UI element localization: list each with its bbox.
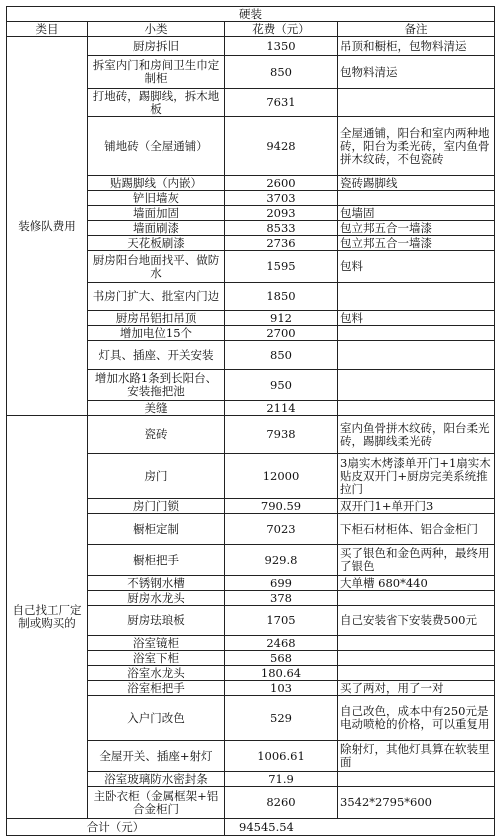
category-cell: 自己找工厂定制或购买的 bbox=[7, 416, 88, 819]
note-cell: 全屋通铺，阳台和室内两种地砖，阳台为柔光砖，室内鱼骨拼木纹砖，不包瓷砖 bbox=[338, 117, 495, 176]
note-cell: 瓷砖踢脚线 bbox=[338, 176, 495, 191]
cost-cell: 12000 bbox=[225, 454, 338, 499]
note-cell: 包立邦五合一墙漆 bbox=[338, 236, 495, 251]
item-cell: 铺地砖（全屋通铺） bbox=[88, 117, 225, 176]
item-cell: 增加水路1条到长阳台、安装拖把池 bbox=[88, 370, 225, 401]
note-cell bbox=[338, 283, 495, 311]
note-cell: 自己改色，成本中有250元是电动喷枪的价格，可以重复用 bbox=[338, 696, 495, 741]
total-value: 94545.54 bbox=[225, 819, 495, 836]
item-cell: 浴室水龙头 bbox=[88, 666, 225, 681]
item-cell: 厨房吊铝扣吊顶 bbox=[88, 311, 225, 326]
item-cell: 瓷砖 bbox=[88, 416, 225, 454]
item-cell: 房门 bbox=[88, 454, 225, 499]
cost-cell: 790.59 bbox=[225, 499, 338, 514]
cost-cell: 1350 bbox=[225, 37, 338, 56]
header-category: 类目 bbox=[7, 22, 88, 37]
note-cell bbox=[338, 772, 495, 787]
note-cell: 3扇实木烤漆单开门+1扇实木贴皮双开门+厨房完美系统推拉门 bbox=[338, 454, 495, 499]
item-cell: 墙面刷漆 bbox=[88, 221, 225, 236]
header-row bbox=[7, 22, 495, 37]
cost-cell: 2600 bbox=[225, 176, 338, 191]
cost-cell: 8260 bbox=[225, 787, 338, 819]
note-cell: 3542*2795*600 bbox=[338, 787, 495, 819]
note-cell bbox=[338, 89, 495, 117]
item-cell: 书房门扩大、批室内门边 bbox=[88, 283, 225, 311]
cost-cell: 7631 bbox=[225, 89, 338, 117]
cost-cell: 950 bbox=[225, 370, 338, 401]
table-title: 硬装 bbox=[7, 7, 495, 22]
item-cell: 浴室镜柜 bbox=[88, 636, 225, 651]
cost-cell: 529 bbox=[225, 696, 338, 741]
cost-cell: 9428 bbox=[225, 117, 338, 176]
cost-cell: 2736 bbox=[225, 236, 338, 251]
item-cell: 橱柜定制 bbox=[88, 514, 225, 545]
note-cell: 双开门1+单开门3 bbox=[338, 499, 495, 514]
item-cell: 厨房水龙头 bbox=[88, 591, 225, 606]
cost-cell: 7023 bbox=[225, 514, 338, 545]
note-cell: 包料 bbox=[338, 251, 495, 283]
item-cell: 全屋开关、插座+射灯 bbox=[88, 741, 225, 772]
total-label: 合计（元） bbox=[7, 819, 225, 836]
cost-cell: 929.8 bbox=[225, 545, 338, 576]
cost-cell: 912 bbox=[225, 311, 338, 326]
header-note: 备注 bbox=[338, 22, 495, 37]
note-cell: 除射灯，其他灯具算在软装里面 bbox=[338, 741, 495, 772]
cost-cell: 378 bbox=[225, 591, 338, 606]
note-cell bbox=[338, 191, 495, 206]
cost-cell: 850 bbox=[225, 341, 338, 370]
item-cell: 拆室内门和房间卫生巾定制柜 bbox=[88, 56, 225, 89]
item-cell: 墙面加固 bbox=[88, 206, 225, 221]
item-cell: 浴室下柜 bbox=[88, 651, 225, 666]
note-cell: 包立邦五合一墙漆 bbox=[338, 221, 495, 236]
cost-cell: 2114 bbox=[225, 401, 338, 416]
item-cell: 房门门锁 bbox=[88, 499, 225, 514]
cost-cell: 850 bbox=[225, 56, 338, 89]
item-cell: 铲旧墙灰 bbox=[88, 191, 225, 206]
item-cell: 打地砖，踢脚线，拆木地板 bbox=[88, 89, 225, 117]
note-cell: 买了两对，用了一对 bbox=[338, 681, 495, 696]
cost-cell: 8533 bbox=[225, 221, 338, 236]
total-row bbox=[7, 819, 495, 836]
note-cell: 大单槽 680*440 bbox=[338, 576, 495, 591]
cost-cell: 7938 bbox=[225, 416, 338, 454]
cost-cell: 180.64 bbox=[225, 666, 338, 681]
category-cell: 装修队费用 bbox=[7, 37, 88, 416]
item-cell: 贴踢脚线（内嵌） bbox=[88, 176, 225, 191]
note-cell bbox=[338, 341, 495, 370]
title-row bbox=[7, 7, 495, 22]
item-cell: 天花板刷漆 bbox=[88, 236, 225, 251]
cost-cell: 1705 bbox=[225, 606, 338, 636]
header-cost: 花费（元） bbox=[225, 22, 338, 37]
header-item: 小类 bbox=[88, 22, 225, 37]
cost-cell: 71.9 bbox=[225, 772, 338, 787]
cost-cell: 568 bbox=[225, 651, 338, 666]
note-cell bbox=[338, 401, 495, 416]
item-cell: 厨房珐琅板 bbox=[88, 606, 225, 636]
note-cell: 包墙固 bbox=[338, 206, 495, 221]
note-cell: 买了银色和金色两种，最终用了银色 bbox=[338, 545, 495, 576]
cost-cell: 2468 bbox=[225, 636, 338, 651]
item-cell: 不锈钢水槽 bbox=[88, 576, 225, 591]
cost-table bbox=[6, 6, 495, 836]
item-cell: 主卧衣柜（金属框架+铝合金柜门 bbox=[88, 787, 225, 819]
item-cell: 美缝 bbox=[88, 401, 225, 416]
table-row bbox=[7, 37, 495, 56]
note-cell bbox=[338, 326, 495, 341]
note-cell bbox=[338, 591, 495, 606]
item-cell: 灯具、插座、开关安装 bbox=[88, 341, 225, 370]
note-cell: 包料 bbox=[338, 311, 495, 326]
table-row bbox=[7, 416, 495, 454]
cost-cell: 1850 bbox=[225, 283, 338, 311]
item-cell: 厨房拆旧 bbox=[88, 37, 225, 56]
item-cell: 橱柜把手 bbox=[88, 545, 225, 576]
note-cell: 包物料清运 bbox=[338, 56, 495, 89]
cost-cell: 3703 bbox=[225, 191, 338, 206]
cost-cell: 2700 bbox=[225, 326, 338, 341]
cost-cell: 699 bbox=[225, 576, 338, 591]
note-cell bbox=[338, 666, 495, 681]
note-cell: 自己安装省下安装费500元 bbox=[338, 606, 495, 636]
note-cell: 室内鱼骨拼木纹砖，阳台柔光砖，踢脚线柔光砖 bbox=[338, 416, 495, 454]
note-cell: 吊顶和橱柜，包物料清运 bbox=[338, 37, 495, 56]
item-cell: 厨房阳台地面找平、做防水 bbox=[88, 251, 225, 283]
cost-cell: 2093 bbox=[225, 206, 338, 221]
note-cell bbox=[338, 636, 495, 651]
cost-cell: 103 bbox=[225, 681, 338, 696]
note-cell bbox=[338, 651, 495, 666]
cost-cell: 1006.61 bbox=[225, 741, 338, 772]
item-cell: 浴室玻璃防水密封条 bbox=[88, 772, 225, 787]
note-cell bbox=[338, 370, 495, 401]
cost-cell: 1595 bbox=[225, 251, 338, 283]
item-cell: 入户门改色 bbox=[88, 696, 225, 741]
item-cell: 增加电位15个 bbox=[88, 326, 225, 341]
item-cell: 浴室柜把手 bbox=[88, 681, 225, 696]
note-cell: 下柜石材柜体、铝合金柜门 bbox=[338, 514, 495, 545]
